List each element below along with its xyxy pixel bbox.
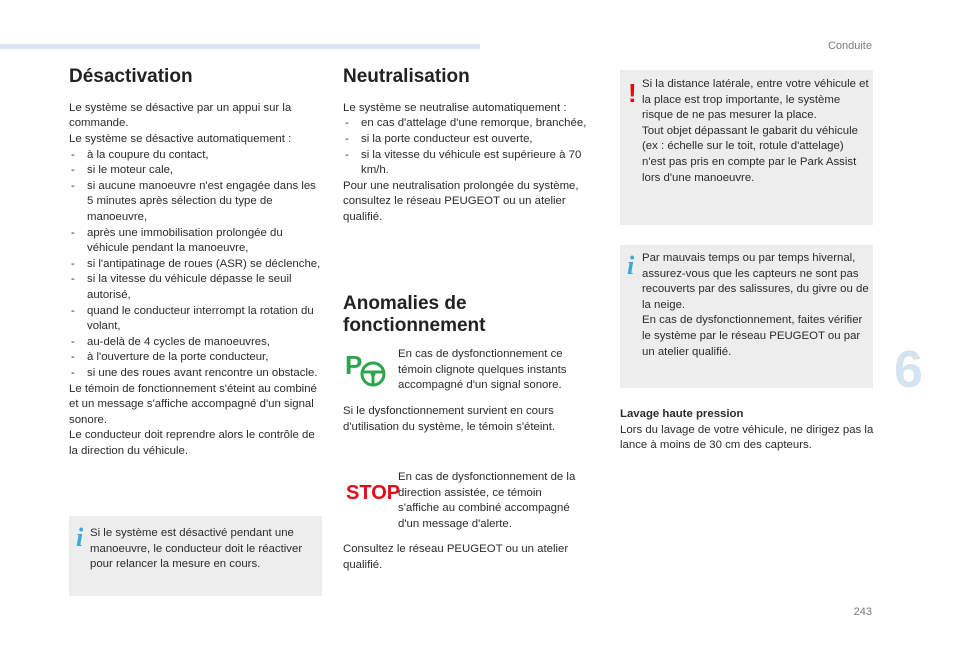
stop-icon-text: En cas de dysfonctionnement de la direction assistée, ce témoin s'affiche au combiné accompagné d'un message d'alerte. — [398, 471, 576, 530]
page-number: 243 — [853, 606, 872, 618]
warning-note-text2: Tout objet dépassant le gabarit du véhicule (ex : échelle sur le toit, rotule d'attelage) n'est pas pris en compte par le Park Assist lors d'une manoeuvre. — [642, 124, 858, 184]
lavage-section — [620, 407, 875, 454]
desactivation-outro2: Le conducteur doit reprendre alors le contrôle de la direction du véhicule. — [69, 429, 315, 457]
list-item: - si l'antipatinage de roues (ASR) se déclenche, — [69, 257, 321, 273]
list-item: - à la coupure du contact, — [69, 148, 321, 164]
anomalies-heading — [343, 293, 599, 337]
list-item: - si aucune manoeuvre n'est engagée dans les 5 minutes après sélection du type de manoeuvre, — [69, 179, 321, 226]
desactivation-intro2: Le système se désactive automatiquement : — [69, 133, 292, 146]
park-assist-steering-icon — [345, 350, 387, 388]
desactivation-list — [69, 148, 321, 382]
info-note-text1: Par mauvais temps ou par temps hivernal, assurez-vous que les capteurs ne sont pas recouverts par des salissures, du givre ou de la neige. — [642, 252, 869, 311]
lavage-text: Lors du lavage de votre véhicule, ne dirigez pas la lance à moins de 30 cm des capteurs. — [620, 423, 874, 452]
anomalies-p2: Si le dysfonctionnement survient en cours d'utilisation du système, le témoin s'éteint. — [343, 405, 556, 433]
neutralisation-intro: Le système se neutralise automatiquement : — [343, 101, 567, 114]
warning-icon: ! — [628, 78, 637, 108]
info-icon: i — [627, 251, 635, 280]
header-accent-bar — [0, 44, 480, 49]
info-note-box-weather — [620, 245, 873, 388]
neutralisation-list — [343, 116, 599, 178]
info-icon: i — [76, 523, 84, 552]
anomalies-title-line1: Anomalies de — [343, 293, 467, 314]
list-item: - après une immobilisation prolongée du véhicule pendant la manoeuvre, — [69, 226, 321, 257]
info-note-text: Si le système est désactivé pendant une manoeuvre, le conducteur doit le réactiver pour relancer la mesure en cours. — [90, 527, 303, 571]
stop-icon: STOP — [346, 482, 401, 504]
desactivation-title: Désactivation — [69, 66, 193, 87]
desactivation-section — [69, 66, 321, 460]
list-item: - si la vitesse du véhicule est supérieure à 70 km/h. — [343, 148, 599, 179]
list-item: - si le moteur cale, — [69, 163, 321, 179]
anomalies-p3: Consultez le réseau PEUGEOT ou un atelier qualifié. — [343, 543, 569, 571]
list-item: - en cas d'attelage d'une remorque, branchée, — [343, 116, 599, 132]
list-item: - si la vitesse du véhicule dépasse le seuil autorisé, — [69, 272, 321, 303]
anomalies-title-line2: fonctionnement — [343, 314, 486, 336]
neutralisation-outro: Pour une neutralisation prolongée du système, consultez le réseau PEUGEOT ou un atelier qualifié. — [343, 179, 579, 223]
info-note-box-reactivate — [69, 516, 322, 596]
list-item: - si la porte conducteur est ouverte, — [343, 132, 599, 148]
chapter-number: 6 — [894, 341, 923, 399]
list-item: - si une des roues avant rencontre un obstacle. — [69, 366, 321, 382]
warning-note-text1: Si la distance latérale, entre votre véhicule et la place est trop importante, le système risque de ne pas mesurer la place. — [642, 78, 869, 122]
neutralisation-section — [343, 66, 599, 226]
lavage-title: Lavage haute pression — [620, 408, 744, 420]
list-item: - quand le conducteur interrompt la rotation du volant, — [69, 304, 321, 335]
desactivation-outro1: Le témoin de fonctionnement s'éteint au combiné et un message s'affiche accompagné d'un signal sonore. — [69, 382, 317, 426]
neutralisation-title: Neutralisation — [343, 66, 470, 87]
desactivation-intro1: Le système se désactive par un appui sur la commande. — [69, 101, 292, 130]
svg-text:P: P — [345, 350, 363, 380]
warning-note-box — [620, 70, 873, 225]
list-item: - à l'ouverture de la porte conducteur, — [69, 350, 321, 366]
list-item: - au-delà de 4 cycles de manoeuvres, — [69, 335, 321, 351]
section-label: Conduite — [827, 40, 872, 52]
info-note-text2: En cas de dysfonctionnement, faites vérifier le système par le réseau PEUGEOT ou par un atelier qualifié. — [642, 314, 863, 358]
p-icon-text: En cas de dysfonctionnement ce témoin clignote quelques instants accompagné d'un signal sonore. — [398, 348, 567, 392]
